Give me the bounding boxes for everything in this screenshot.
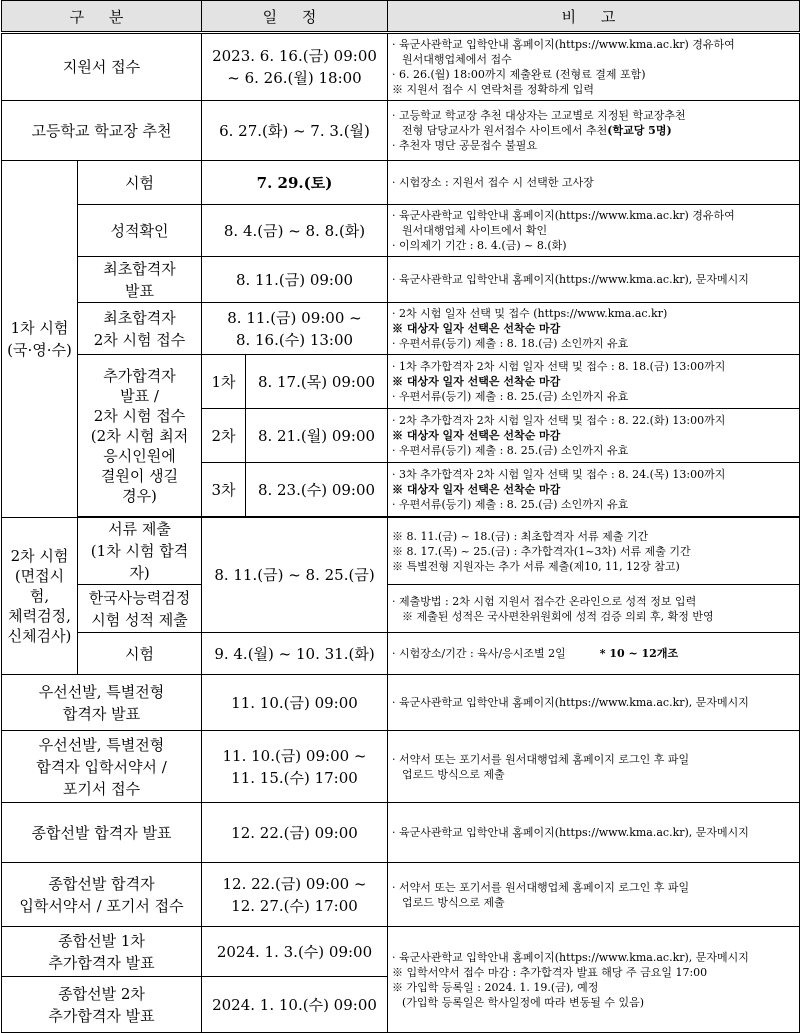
label-additional: 추가합격자 발표 / 2차 시험 접수 (2차 시험 최저 응시인원에 결원이 생길 경우) [78, 355, 202, 517]
notes-round-1: · 1차 추가합격자 2차 시험 일자 선택 및 접수 : 8. 18.(금) 13:00까지 ※ 대상자 일자 선택은 선착순 마감 · 우편서류(등기) 제출 : 8. 25.(금) 소인까지 유효 [388, 355, 800, 409]
label-general-pass: 종합선발 합격자 발표 [2, 803, 202, 863]
date-initial-pass: 8. 11.(금) 09:00 [202, 257, 388, 303]
header-remarks: 비 고 [388, 1, 800, 33]
label-general-add-2: 종합선발 2차 추가합격자 발표 [2, 977, 202, 1033]
label-first-exam: 시험 [78, 161, 202, 205]
row-priority-pledge [2, 731, 800, 803]
row-initial-pass [2, 257, 800, 303]
header-schedule: 일 정 [202, 1, 388, 33]
notes-history: · 제출방법 : 2차 시험 지원서 접수간 온라인으로 성적 정보 입력 ※ 제출된 성적은 국사편찬위원회에 성적 검증 의뢰 후, 확정 반영 [388, 585, 800, 633]
header-category: 구 분 [2, 1, 202, 33]
date-round-1: 8. 17.(목) 09:00 [246, 355, 388, 409]
notes-general-add: · 육군사관학교 입학안내 홈페이지(https://www.kma.ac.kr), 문자메시지 ※ 입학서약서 접수 마감 : 추가합격자 발표 해당 주 금요일 17:00 ※ 가입학 등록일 : 2024. 1. 19.(금), 예정 (가입학 등록일은 학사일정에 따라 변동될 수 있음) [388, 927, 800, 1033]
row-principal-recommend [2, 101, 800, 161]
date-principal: 6. 27.(화) ~ 7. 3.(월) [202, 101, 388, 161]
date-general-add-1: 2024. 1. 3.(수) 09:00 [202, 927, 388, 977]
label-history: 한국사능력검정 시험 성적 제출 [78, 585, 202, 633]
admission-schedule-table [1, 0, 800, 1033]
notes-first-exam: · 시험장소 : 지원서 접수 시 선택한 고사장 [388, 161, 800, 205]
row-score-check [2, 205, 800, 257]
row-general-add-1 [2, 927, 800, 977]
date-general-pledge: 12. 22.(금) 09:00 ~ 12. 27.(수) 17:00 [202, 863, 388, 927]
notes-score: · 육군사관학교 입학안내 홈페이지(https://www.kma.ac.kr) 경유하여 원서대행업체 사이트에서 확인 · 이의제기 기간 : 8. 4.(금) ~ 8.(화) [388, 205, 800, 257]
label-second-exam: 시험 [78, 633, 202, 675]
date-initial-second: 8. 11.(금) 09:00 ~ 8. 16.(수) 13:00 [202, 303, 388, 355]
group-second-exam: 2차 시험 (면접시험, 체력검정, 신체검사) [2, 518, 78, 675]
row-first-exam [2, 161, 800, 205]
notes-initial-second: · 2차 시험 일자 선택 및 접수 (https://www.kma.ac.kr) ※ 대상자 일자 선택은 선착순 마감 · 우편서류(등기) 제출 : 8. 18.(금) 소인까지 유효 [388, 303, 800, 355]
label-general-add-1: 종합선발 1차 추가합격자 발표 [2, 927, 202, 977]
label-score: 성적확인 [78, 205, 202, 257]
notes-priority-pass: · 육군사관학교 입학안내 홈페이지(https://www.kma.ac.kr), 문자메시지 [388, 675, 800, 731]
row-history-cert [2, 585, 800, 633]
label-initial-pass: 최초합격자 발표 [78, 257, 202, 303]
date-priority-pass: 11. 10.(금) 09:00 [202, 675, 388, 731]
label-general-pledge: 종합선발 합격자 입학서약서 / 포기서 접수 [2, 863, 202, 927]
notes-general-pledge: · 서약서 또는 포기서를 원서대행업체 홈페이지 로그인 후 파일 업로드 방식으로 제출 [388, 863, 800, 927]
row-general-pledge [2, 863, 800, 927]
row-second-exam [2, 633, 800, 675]
date-score: 8. 4.(금) ~ 8. 8.(화) [202, 205, 388, 257]
row-general-pass [2, 803, 800, 863]
notes-round-3: · 3차 추가합격자 2차 시험 일자 선택 및 접수 : 8. 24.(목) 13:00까지 ※ 대상자 일자 선택은 선착순 마감 · 우편서류(등기) 제출 : 8. 25.(금) 소인까지 유효 [388, 463, 800, 517]
label-initial-second: 최초합격자 2차 시험 접수 [78, 303, 202, 355]
label-principal: 고등학교 학교장 추천 [2, 101, 202, 161]
round-1: 1차 [202, 355, 246, 409]
date-first-exam: 7. 29.(토) [202, 161, 388, 205]
row-application [2, 33, 800, 101]
row-priority-pass [2, 675, 800, 731]
notes-initial-pass: · 육군사관학교 입학안내 홈페이지(https://www.kma.ac.kr), 문자메시지 [388, 257, 800, 303]
notes-second-exam: · 시험장소/기간 : 육사/응시조별 2일 * 10 ~ 12개조 [388, 633, 800, 675]
row-initial-second [2, 303, 800, 355]
date-second-docs: 8. 11.(금) ~ 8. 25.(금) [202, 518, 388, 633]
row-second-docs [2, 518, 800, 585]
notes-principal: · 고등학교 학교장 추천 대상자는 고교별로 지정된 학교장추천 전형 담당교사가 원서접수 사이트에서 추천(학교당 5명) · 추천자 명단 공문접수 불필요 [388, 101, 800, 161]
date-round-3: 8. 23.(수) 09:00 [246, 463, 388, 517]
label-priority-pass: 우선선발, 특별전형 합격자 발표 [2, 675, 202, 731]
notes-round-2: · 2차 추가합격자 2차 시험 일자 선택 및 접수 : 8. 22.(화) 13:00까지 ※ 대상자 일자 선택은 선착순 마감 · 우편서류(등기) 제출 : 8. 25.(금) 소인까지 유효 [388, 409, 800, 463]
label-application: 지원서 접수 [2, 33, 202, 101]
round-2: 2차 [202, 409, 246, 463]
notes-second-docs: ※ 8. 11.(금) ~ 18.(금) : 최초합격자 서류 제출 기간 ※ 8. 17.(목) ~ 25.(금) : 추가합격자(1~3차) 서류 제출 기간 ※ 특별전형 지원자는 추가 서류 제출(제10, 11, 12장 참고) [388, 518, 800, 585]
row-additional-round-1 [2, 355, 800, 409]
notes-application: · 육군사관학교 입학안내 홈페이지(https://www.kma.ac.kr) 경유하여 원서대행업체에서 접수 · 6. 26.(월) 18:00까지 제출완료 (전형료 결제 포함) ※ 지원서 접수 시 연락처를 정확하게 입력 [388, 33, 800, 101]
round-3: 3차 [202, 463, 246, 517]
label-priority-pledge: 우선선발, 특별전형 합격자 입학서약서 / 포기서 접수 [2, 731, 202, 803]
date-general-pass: 12. 22.(금) 09:00 [202, 803, 388, 863]
notes-priority-pledge: · 서약서 또는 포기서를 원서대행업체 홈페이지 로그인 후 파일 업로드 방식으로 제출 [388, 731, 800, 803]
date-round-2: 8. 21.(월) 09:00 [246, 409, 388, 463]
date-priority-pledge: 11. 10.(금) 09:00 ~ 11. 15.(수) 17:00 [202, 731, 388, 803]
date-second-exam: 9. 4.(월) ~ 10. 31.(화) [202, 633, 388, 675]
notes-general-pass: · 육군사관학교 입학안내 홈페이지(https://www.kma.ac.kr), 문자메시지 [388, 803, 800, 863]
date-application: 2023. 6. 16.(금) 09:00 ~ 6. 26.(월) 18:00 [202, 33, 388, 101]
date-general-add-2: 2024. 1. 10.(수) 09:00 [202, 977, 388, 1033]
label-second-docs: 서류 제출 (1차 시험 합격자) [78, 518, 202, 585]
group-first-exam: 1차 시험 (국·영·수) [2, 161, 78, 518]
